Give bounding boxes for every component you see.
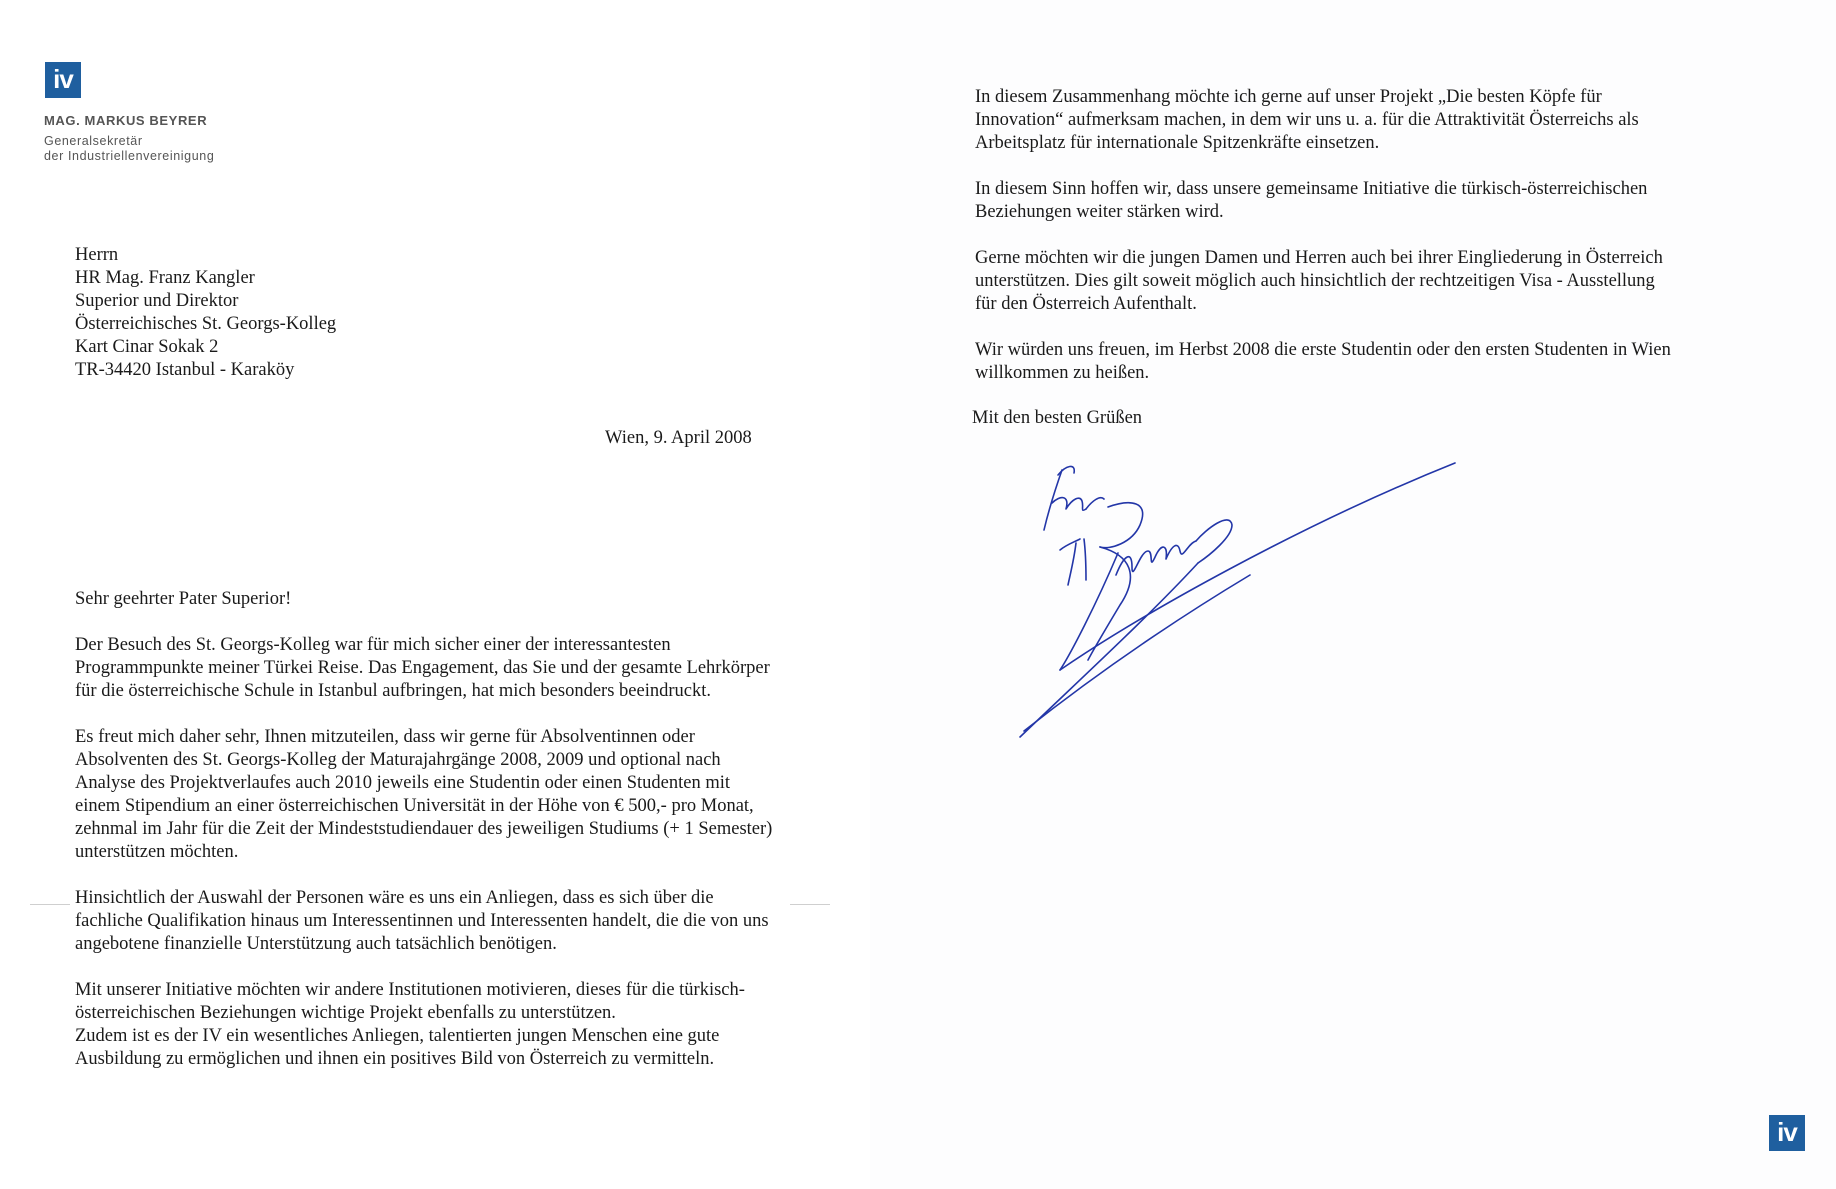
recipient-line: HR Mag. Franz Kangler bbox=[75, 268, 255, 288]
letter-body-right bbox=[975, 86, 1765, 408]
letter-date: Wien, 9. April 2008 bbox=[605, 428, 752, 448]
sender-title-line2: der Industriellenvereinigung bbox=[44, 149, 215, 163]
fold-mark bbox=[790, 904, 830, 905]
recipient-line: Kart Cinar Sokak 2 bbox=[75, 337, 219, 357]
body-paragraph: Gerne möchten wir die jungen Damen und Herren auch bei ihrer Eingliederung in Österreich unterstützen. Dies gilt soweit möglich auch hinsichtlich der rechtzeitigen Visa - Ausstellung für den Österreich Aufenthalt. bbox=[975, 248, 1663, 314]
body-paragraph: Es freut mich daher sehr, Ihnen mitzuteilen, dass wir gerne für Absolventinnen oder Absolventen des St. Georgs-Kolleg der Maturajahrgänge 2008, 2009 und optional nach Analyse des Projektverlaufes auch 2010 jeweils eine Studentin oder einen Studenten mit einem Stipendium an einer österreichischen Universität in der Höhe von € 500,- pro Monat, zehnmal im Jahr für die Zeit der Mindeststudiendauer des jeweiligen Studiums (+ 1 Semester) unterstützen möchten. bbox=[75, 727, 773, 862]
body-paragraph: Mit unserer Initiative möchten wir andere Institutionen motivieren, dieses für die türkisch- österreichischen Beziehungen wichtige Projekt ebenfalls zu unterstützen. Zudem ist es der IV ein wesentliches Anliegen, talentierten jungen Menschen eine gute Ausbildung zu ermöglichen und ihnen ein positives Bild von Österreich zu vermitteln. bbox=[75, 980, 745, 1069]
closing-phrase: Mit den besten Grüßen bbox=[972, 408, 1143, 428]
iv-logo: iv bbox=[45, 62, 81, 98]
fold-mark bbox=[30, 904, 70, 905]
salutation: Sehr geehrter Pater Superior! bbox=[75, 589, 292, 609]
handwritten-signature bbox=[1000, 455, 1480, 755]
sender-block bbox=[44, 113, 214, 164]
sender-title-line1: Generalsekretär bbox=[44, 134, 143, 148]
sender-name: MAG. MARKUS BEYRER bbox=[44, 113, 208, 128]
body-paragraph: Der Besuch des St. Georgs-Kolleg war für mich sicher einer der interessantesten Programmpunkte meiner Türkei Reise. Das Engagement, das Sie und der gesamte Lehrkörper für die österreichische Schule in Istanbul aufbringen, hat mich besonders beeindruckt. bbox=[75, 635, 770, 701]
body-paragraph: In diesem Zusammenhang möchte ich gerne auf unser Projekt „Die besten Köpfe für Innovation“ aufmerksam machen, in dem wir uns u. a. für die Attraktivität Österreichs als Arbeitsplatz für internationale Spitzenkräfte einsetzen. bbox=[975, 87, 1639, 153]
body-paragraph: Hinsichtlich der Auswahl der Personen wäre es uns ein Anliegen, dass es sich über die fachliche Qualifikation hinaus um Interessentinnen und Interessenten handelt, die die von uns angebotene finanzielle Unterstützung auch tatsächlich benötigen. bbox=[75, 888, 769, 954]
recipient-line: Österreichisches St. Georgs-Kolleg bbox=[75, 314, 337, 334]
recipient-line: Herrn bbox=[75, 245, 119, 265]
recipient-address bbox=[75, 244, 336, 382]
body-paragraph: In diesem Sinn hoffen wir, dass unsere gemeinsame Initiative die türkisch-österreichischen Beziehungen weiter stärken wird. bbox=[975, 179, 1648, 222]
recipient-line: TR-34420 Istanbul - Karaköy bbox=[75, 360, 295, 380]
letter-body-left bbox=[75, 588, 855, 1094]
iv-logo: iv bbox=[1769, 1115, 1805, 1151]
body-paragraph: Wir würden uns freuen, im Herbst 2008 die erste Studentin oder den ersten Studenten in Wien willkommen zu heißen. bbox=[975, 340, 1671, 383]
recipient-line: Superior und Direktor bbox=[75, 291, 239, 311]
